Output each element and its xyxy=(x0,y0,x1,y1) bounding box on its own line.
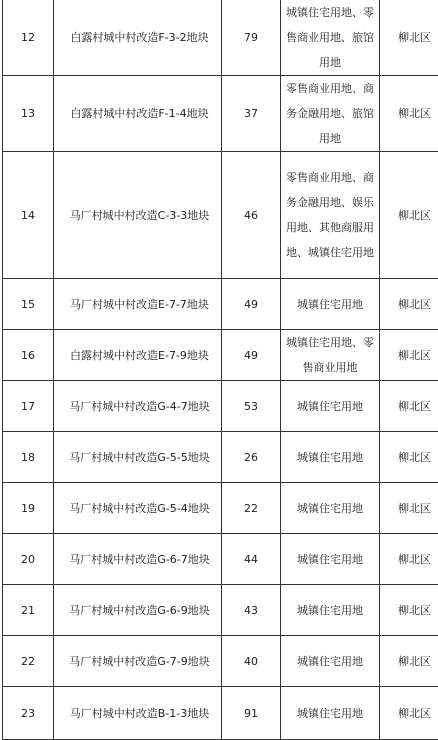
area-value: 49 xyxy=(222,330,281,381)
district: 柳北区 xyxy=(380,534,438,585)
row-number: 14 xyxy=(3,152,54,279)
land-use: 城镇住宅用地 xyxy=(281,547,379,572)
table-row xyxy=(3,432,438,483)
area-value: 44 xyxy=(222,534,281,585)
land-parcel-table xyxy=(2,0,438,740)
land-use: 城镇住宅用地 xyxy=(281,445,379,470)
row-number: 21 xyxy=(3,585,54,636)
table-row xyxy=(3,381,438,432)
parcel-name: 马厂村城中村改造G-6-9地块 xyxy=(62,598,217,623)
land-use: 城镇住宅用地、零售商业用地、旅馆用地 xyxy=(281,0,379,75)
parcel-name: 马厂村城中村改造G-4-7地块 xyxy=(62,394,217,419)
district: 柳北区 xyxy=(380,687,438,740)
parcel-name: 白露村城中村改造F-1-4地块 xyxy=(62,101,217,126)
land-use: 城镇住宅用地 xyxy=(281,496,379,521)
parcel-name: 马厂村城中村改造G-5-4地块 xyxy=(62,496,217,521)
parcel-name: 马厂村城中村改造E-7-7地块 xyxy=(62,292,217,317)
district: 柳北区 xyxy=(380,330,438,381)
area-value: 40 xyxy=(222,636,281,687)
area-value: 53 xyxy=(222,381,281,432)
area-value: 79 xyxy=(222,0,281,76)
parcel-name: 马厂村城中村改造C-3-3地块 xyxy=(62,203,217,228)
land-use: 城镇住宅用地 xyxy=(281,649,379,674)
parcel-name: 马厂村城中村改造G-6-7地块 xyxy=(62,547,217,572)
area-value: 49 xyxy=(222,279,281,330)
table-row xyxy=(3,636,438,687)
table-row xyxy=(3,330,438,381)
parcel-name: 马厂村城中村改造G-5-5地块 xyxy=(62,445,217,470)
district: 柳北区 xyxy=(380,152,438,279)
area-value: 43 xyxy=(222,585,281,636)
land-use: 零售商业用地、商务金融用地、娱乐用地、其他商服用地、城镇住宅用地 xyxy=(281,165,379,265)
row-number: 19 xyxy=(3,483,54,534)
land-use: 城镇住宅用地 xyxy=(281,701,379,726)
table-row xyxy=(3,152,438,279)
table-row xyxy=(3,585,438,636)
row-number: 12 xyxy=(3,0,54,76)
row-number: 22 xyxy=(3,636,54,687)
row-number: 15 xyxy=(3,279,54,330)
district: 柳北区 xyxy=(380,279,438,330)
table-row xyxy=(3,76,438,152)
land-use: 城镇住宅用地、零售商业用地 xyxy=(281,330,379,380)
district: 柳北区 xyxy=(380,636,438,687)
table-row xyxy=(3,279,438,330)
district: 柳北区 xyxy=(380,76,438,152)
row-number: 23 xyxy=(3,687,54,740)
land-use: 城镇住宅用地 xyxy=(281,598,379,623)
row-number: 16 xyxy=(3,330,54,381)
row-number: 17 xyxy=(3,381,54,432)
district: 柳北区 xyxy=(380,585,438,636)
area-value: 26 xyxy=(222,432,281,483)
table-row xyxy=(3,534,438,585)
row-number: 20 xyxy=(3,534,54,585)
parcel-name: 白露村城中村改造E-7-9地块 xyxy=(62,343,217,368)
area-value: 37 xyxy=(222,76,281,152)
district: 柳北区 xyxy=(380,0,438,76)
table-row xyxy=(3,0,438,76)
district: 柳北区 xyxy=(380,483,438,534)
parcel-name: 白露村城中村改造F-3-2地块 xyxy=(62,25,217,50)
district: 柳北区 xyxy=(380,381,438,432)
area-value: 46 xyxy=(222,152,281,279)
land-use: 城镇住宅用地 xyxy=(281,292,379,317)
parcel-name: 马厂村城中村改造B-1-3地块 xyxy=(62,701,217,726)
land-use: 城镇住宅用地 xyxy=(281,394,379,419)
row-number: 13 xyxy=(3,76,54,152)
land-use: 零售商业用地、商务金融用地、旅馆用地 xyxy=(281,76,379,151)
table-row xyxy=(3,483,438,534)
parcel-name: 马厂村城中村改造G-7-9地块 xyxy=(62,649,217,674)
district: 柳北区 xyxy=(380,432,438,483)
area-value: 91 xyxy=(222,687,281,740)
area-value: 22 xyxy=(222,483,281,534)
table-row xyxy=(3,687,438,740)
row-number: 18 xyxy=(3,432,54,483)
